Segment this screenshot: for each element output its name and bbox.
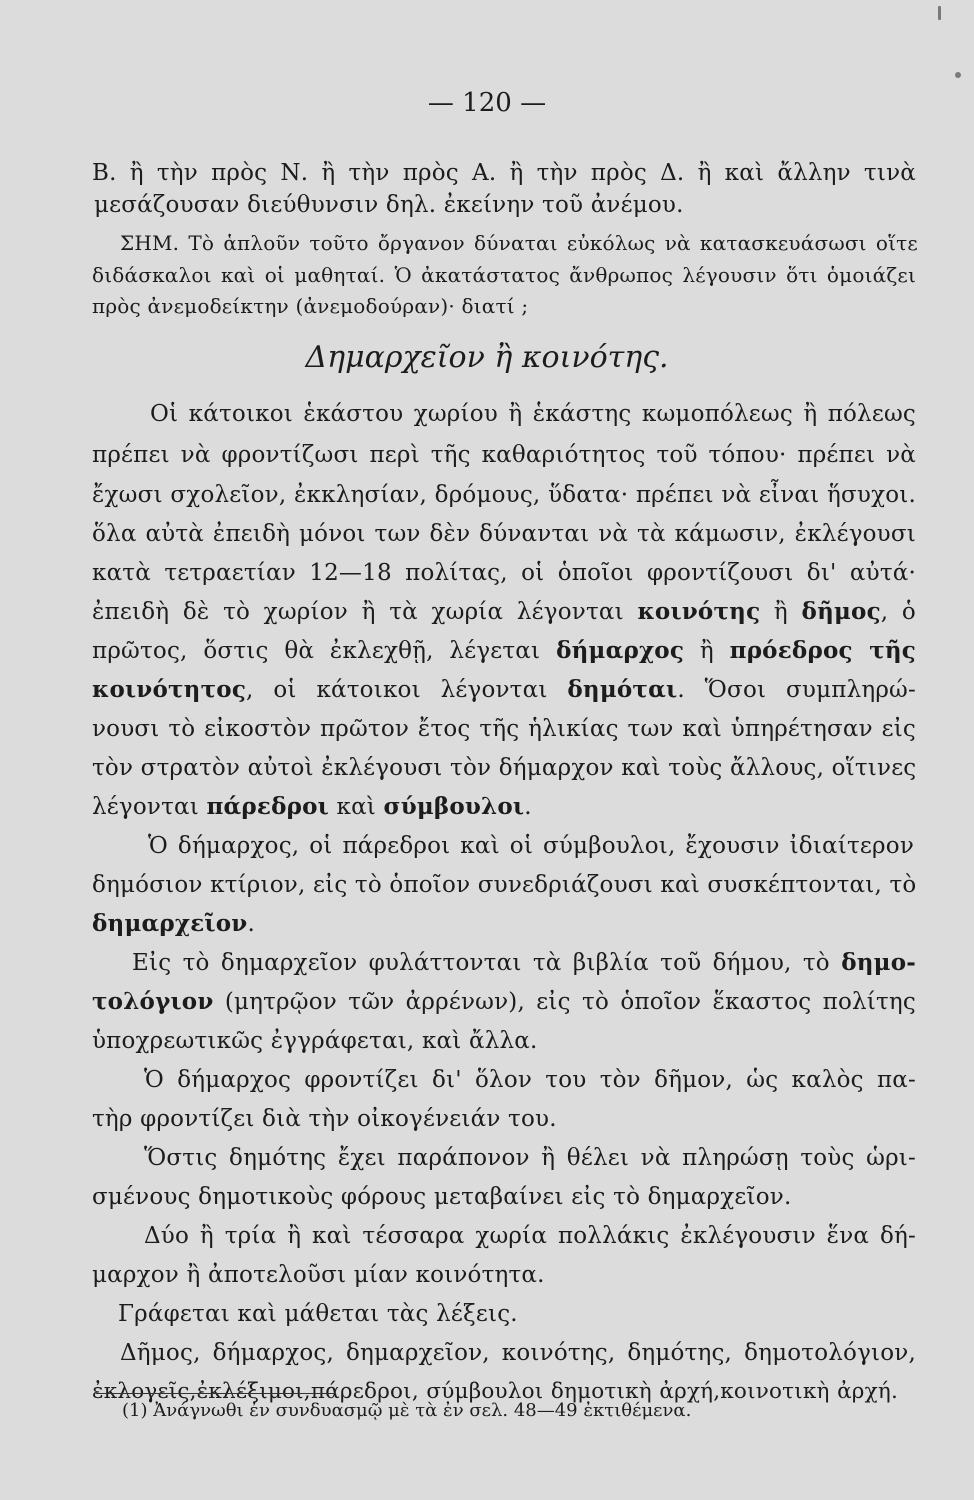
text-run: ἢ <box>760 599 802 625</box>
note-line: διδάσκαλοι καὶ οἱ μαθηταί. Ὁ ἀκατάστατος ἄνθρωπος λέγουσιν ὅτι ὁμοιάζει <box>92 263 916 287</box>
page-speck <box>955 72 961 78</box>
bold-term: κοινότητος <box>92 676 247 703</box>
text-run: . Ὅσοι συμπληρώ- <box>677 677 916 703</box>
note-line: πρὸς ἀνεμοδείκτην (ἀνεμοδούραν)· διατί ; <box>92 294 529 318</box>
text-line: Ὁ δήμαρχος, οἱ πάρεδροι καὶ οἱ σύμβουλοι, ἔχουσιν ἰδιαίτερον <box>148 833 914 859</box>
text-run: ἐπειδὴ δὲ τὸ χωρίον ἢ τὰ χωρία λέγονται <box>92 599 638 625</box>
text-line: Ὁ δήμαρχος φροντίζει δι' ὅλον του τὸν δῆμον, ὡς καλὸς πα- <box>144 1067 916 1093</box>
text-run: , οἱ κάτοικοι λέγονται <box>246 677 568 703</box>
word-list-line: Δῆμος, δήμαρχος, δημαρχεῖον, κοινότης, δημότης, δημοτολόγιον, <box>120 1340 916 1366</box>
text-run: . <box>524 794 532 820</box>
text-run: , ὁ <box>880 599 916 625</box>
text-line <box>92 597 916 627</box>
bold-term: σύμβουλοι <box>383 793 525 820</box>
bold-term: πρόεδρος τῆς <box>729 637 916 664</box>
text-line: πρέπει νὰ φροντίζωσι περὶ τῆς καθαριότητος τοῦ τόπου· πρέπει νὰ <box>92 442 916 468</box>
section-heading: Δημαρχεῖον ἢ κοινότης. <box>305 340 669 375</box>
text-run: λέγονται <box>92 794 207 820</box>
page-speck <box>938 6 941 20</box>
text-line: Β. ἢ τὴν πρὸς Ν. ἢ τὴν πρὸς Α. ἢ τὴν πρὸς Δ. ἢ καὶ ἄλλην τινὰ <box>92 160 916 186</box>
footnote: (1) Ἀνάγνωθι ἐν συνδυασμῷ μὲ τὰ ἐν σελ. 48—49 ἐκτιθέμενα. <box>122 1400 692 1421</box>
text-line: ὑποχρεωτικῶς ἐγγράφεται, καὶ ἄλλα. <box>92 1028 538 1054</box>
text-line: τὸν στρατὸν αὐτοὶ ἐκλέγουσι τὸν δήμαρχον καὶ τοὺς ἄλλους, οἵτινες <box>92 755 917 781</box>
page-number: — 120 — <box>427 88 547 118</box>
footnote-rule <box>96 1393 336 1394</box>
bold-term: τολόγιον <box>92 988 214 1015</box>
text-line: μεσάζουσαν διεύθυνσιν δηλ. ἐκείνην τοῦ ἀνέμου. <box>94 192 684 218</box>
text-line: μαρχον ἢ ἀποτελοῦσι μίαν κοινότητα. <box>92 1262 545 1288</box>
text-line <box>132 948 916 978</box>
word-list-line: ἐκλογεῖς,ἐκλέξιμοι,πάρεδροι, σύμβουλοι δημοτικὴ ἀρχή,κοινοτικὴ ἀρχή. <box>92 1379 898 1404</box>
bold-term: δημόται <box>567 676 678 703</box>
bold-term: δήμαρχος <box>556 637 685 664</box>
note-line: ΣΗΜ. Τὸ ἁπλοῦν τοῦτο ὄργανον δύναται εὐκόλως νὰ κατασκευάσωσι οἵτε <box>120 231 918 255</box>
text-line <box>92 675 916 705</box>
text-line <box>92 987 916 1017</box>
text-run: Εἰς τὸ δημαρχεῖον φυλάττονται τὰ βιβλία τοῦ δήμου, τὸ <box>132 950 842 976</box>
text-line: δημόσιον κτίριον, εἰς τὸ ὁποῖον συνεδριάζουσι καὶ συσκέπτονται, τὸ <box>92 872 917 898</box>
bold-term: δημο- <box>841 949 916 976</box>
bold-term: δῆμος <box>801 598 881 625</box>
text-run: πρῶτος, ὅστις θὰ ἐκλεχθῇ, λέγεται <box>92 638 557 664</box>
text-line: Ὅστις δημότης ἔχει παράπονον ἢ θέλει νὰ πληρώσῃ τοὺς ὡρι- <box>144 1145 916 1171</box>
bold-term: πάρεδροι <box>206 793 329 820</box>
text-line: Δύο ἢ τρία ἢ καὶ τέσσαρα χωρία πολλάκις ἐκλέγουσιν ἕνα δή- <box>144 1223 916 1249</box>
text-line <box>92 792 916 822</box>
text-line: σμένους δημοτικοὺς φόρους μεταβαίνει εἰς τὸ δημαρχεῖον. <box>92 1184 792 1210</box>
text-line: Γράφεται καὶ μάθεται τὰς λέξεις. <box>118 1301 518 1327</box>
text-line: Οἱ κάτοικοι ἑκάστου χωρίου ἢ ἑκάστης κωμοπόλεως ἢ πόλεως <box>150 401 916 427</box>
bold-term: δημαρχεῖον <box>92 910 248 937</box>
text-run: ἢ <box>684 638 730 664</box>
text-line: ὅλα αὐτὰ ἐπειδὴ μόνοι των δὲν δύνανται νὰ τὰ κάμωσιν, ἐκλέγουσι <box>92 521 916 547</box>
text-line <box>92 636 916 666</box>
text-line: κατὰ τετραετίαν 12—18 πολίτας, οἱ ὁποῖοι φροντίζουσι δι' αὐτά· <box>92 560 916 586</box>
text-run: (μητρῷον τῶν ἀρρένων), εἰς τὸ ὁποῖον ἕκαστος πολίτης <box>213 989 916 1015</box>
text-line <box>92 909 916 939</box>
bold-term: κοινότης <box>637 598 761 625</box>
text-line: νουσι τὸ εἰκοστὸν πρῶτον ἔτος τῆς ἡλικίας των καὶ ὑπηρέτησαν εἰς <box>92 716 916 742</box>
text-line: ἔχωσι σχολεῖον, ἐκκλησίαν, δρόμους, ὕδατα· πρέπει νὰ εἶναι ἥσυχοι. <box>92 482 916 508</box>
text-run: . <box>247 911 255 937</box>
text-run: καὶ <box>328 794 384 820</box>
text-line: τὴρ φροντίζει διὰ τὴν οἰκογένειάν του. <box>92 1106 557 1132</box>
